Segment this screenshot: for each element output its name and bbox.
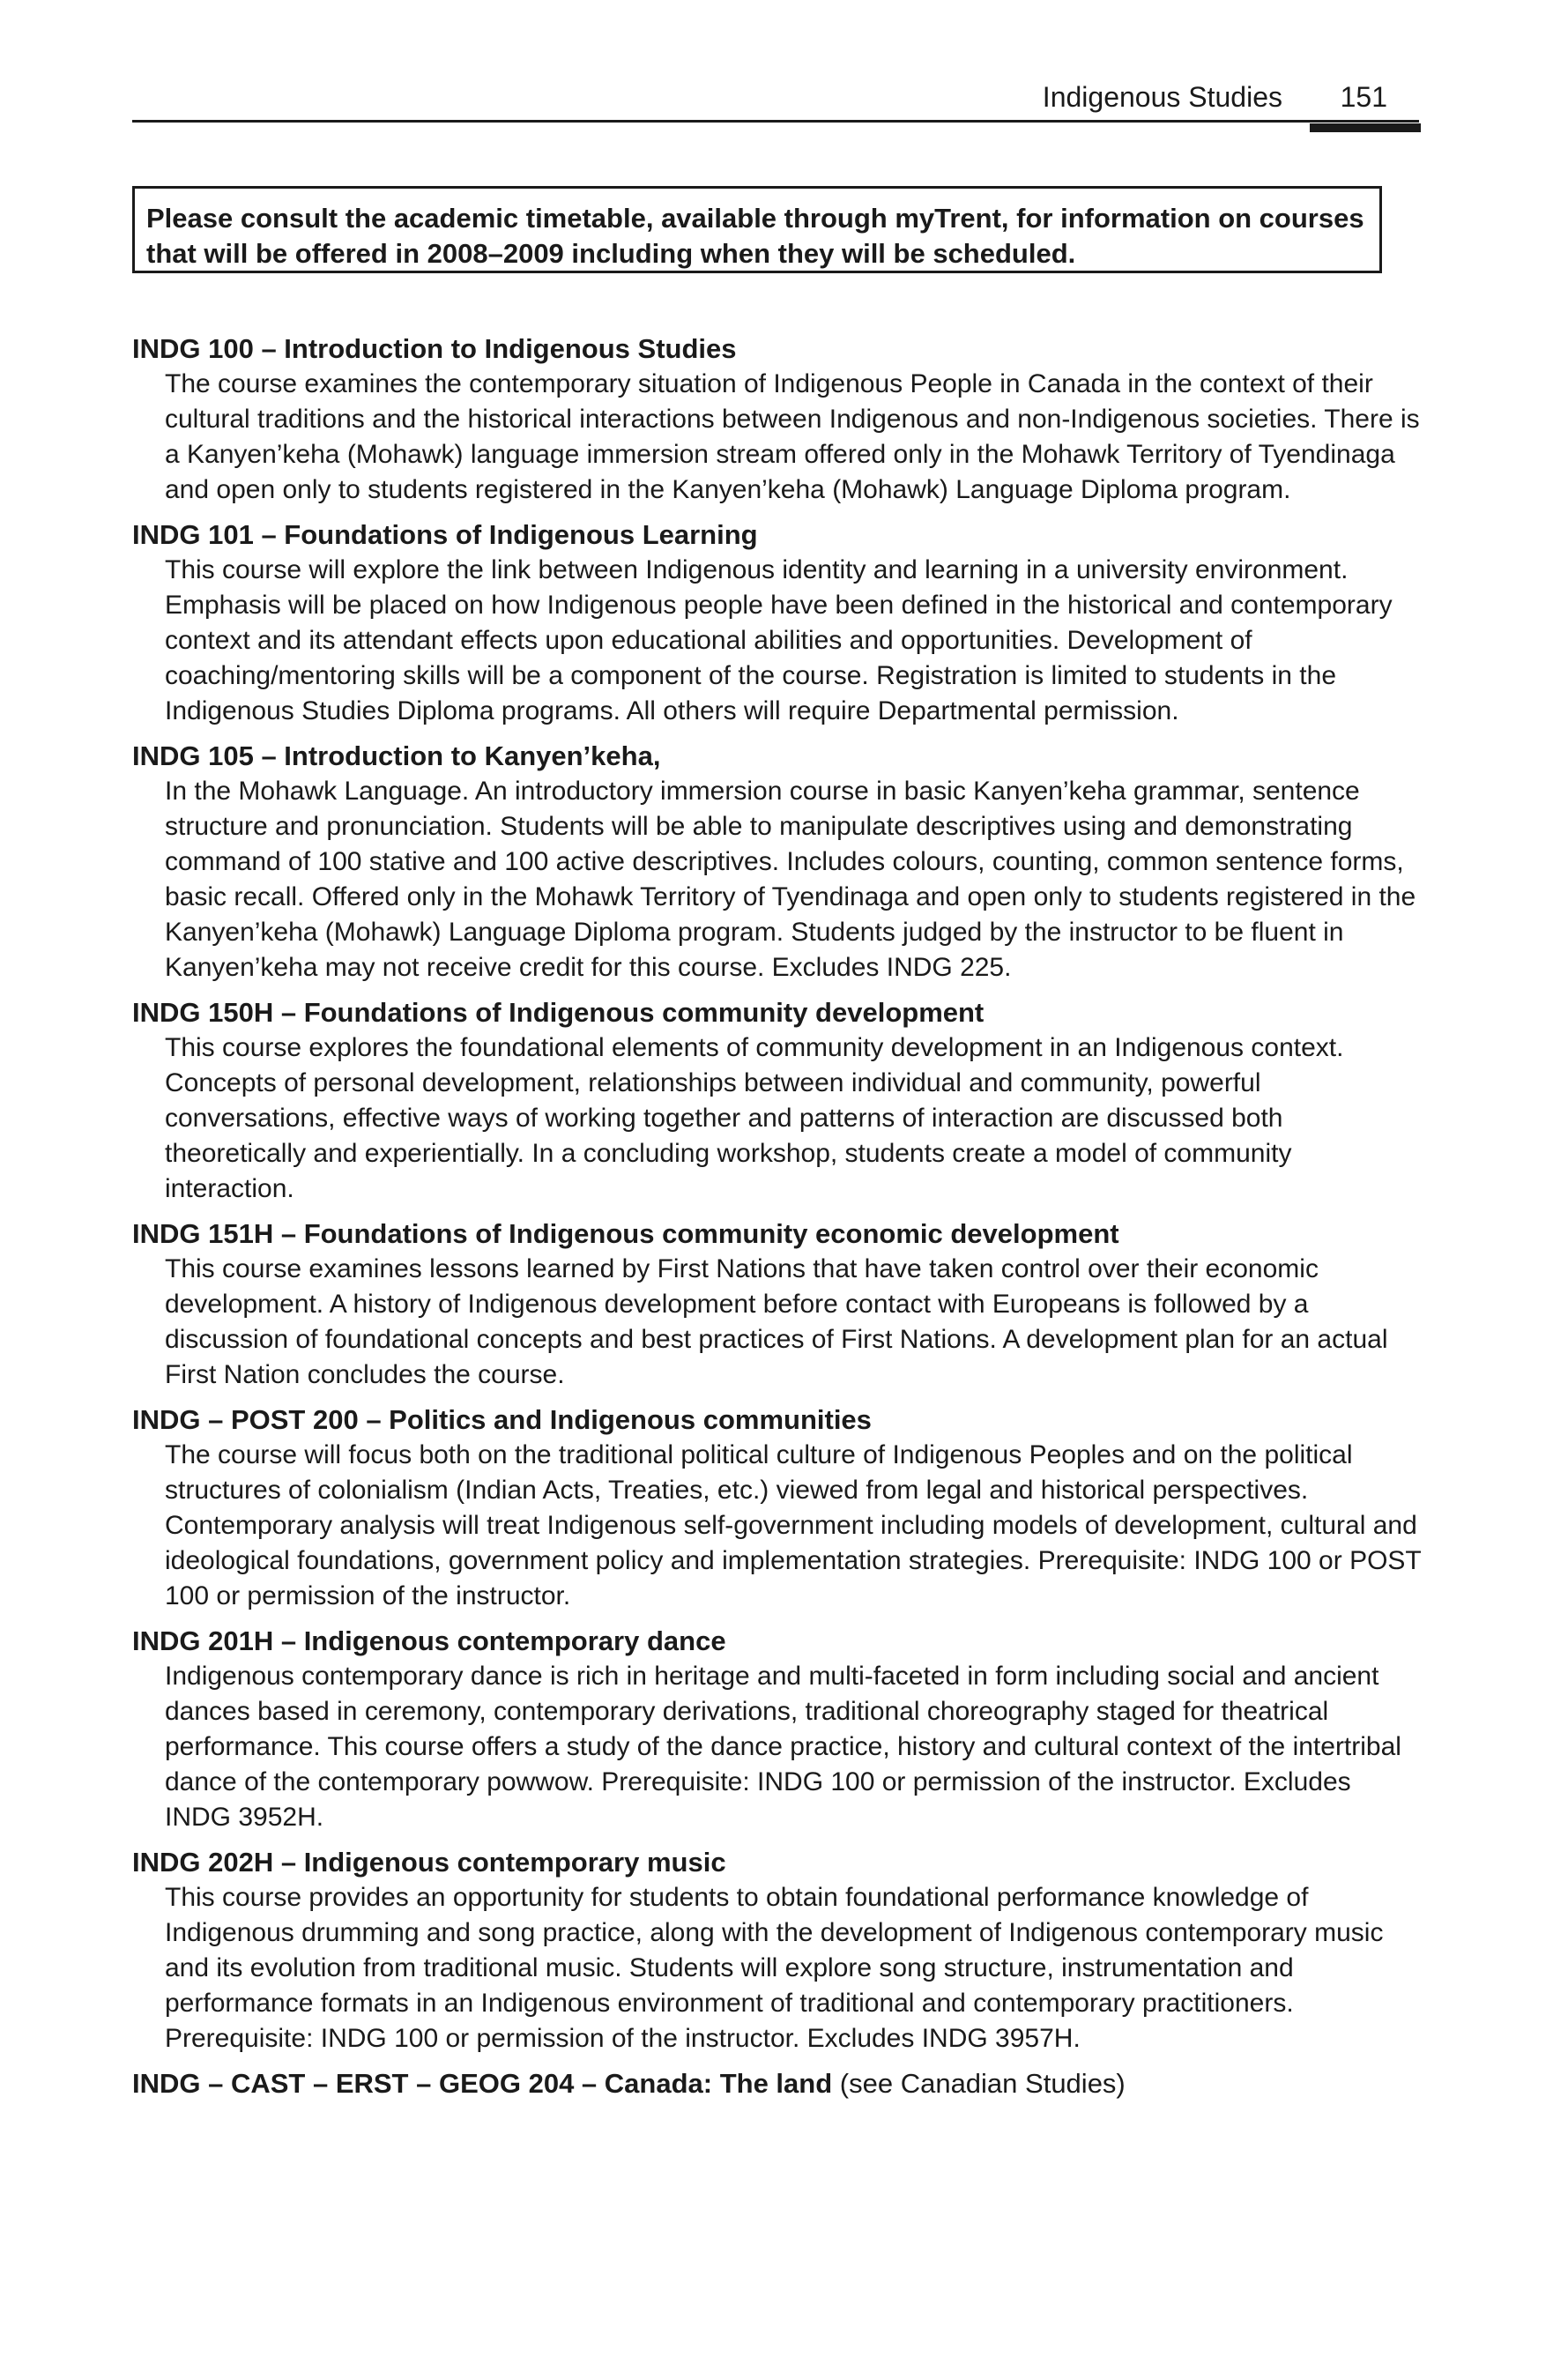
course-description: This course explores the foundational elements of community development in an Indigenous context. Concepts of personal development, relationships between individual and community, powerful conversations, effective ways of working together and patterns of interaction are discussed both theoretically and experientially. In a concluding workshop, students create a model of community interaction. xyxy=(165,1033,1344,1203)
see-also-reference: (see Canadian Studies) xyxy=(839,2068,1126,2099)
course-title-text: INDG – CAST – ERST – GEOG 204 – Canada: The land xyxy=(132,2068,833,2099)
course-description: The course examines the contemporary situation of Indigenous People in Canada in the context of their cultural traditions and the historical interactions between Indigenous and non-Indigenous societies. There is a Kanyen’keha (Mohawk) language immersion stream offered only in the Mohawk Territory of Tyendinaga and open only to students registered in the Kanyen’keha (Mohawk) Language Diploma program. xyxy=(165,369,1420,504)
course-title: INDG 105 – Introduction to Kanyen’keha, xyxy=(132,740,661,771)
course-entry xyxy=(132,1623,1423,1835)
course-title: INDG 201H – Indigenous contemporary dance xyxy=(132,1625,726,1656)
header-rule xyxy=(132,120,1419,123)
course-title: INDG 100 – Introduction to Indigenous Studies xyxy=(132,333,737,364)
timetable-notice-box: Please consult the academic timetable, available through myTrent, for information on courses that will be offered in 2008–2009 including when they will be scheduled. xyxy=(132,186,1382,273)
course-description: This course will explore the link between Indigenous identity and learning in a university environment. Emphasis will be placed on how Indigenous people have been defined in the historical and contemporary context and its attendant effects upon educational abilities and opportunities. Development of coaching/mentoring skills will be a component of the course. Registration is limited to students in the Indigenous Studies Diploma programs. All others will require Departmental permission. xyxy=(165,555,1393,725)
course-title: INDG 151H – Foundations of Indigenous community economic development xyxy=(132,1218,1119,1249)
course-entry xyxy=(132,1216,1423,1393)
course-title-cross-listed xyxy=(132,2065,1423,2101)
course-description: This course provides an opportunity for students to obtain foundational performance knowledge of Indigenous drumming and song practice, along with the development of Indigenous contemporary music and its evolution from traditional music. Students will explore song structure, instrumentation and performance formats in an Indigenous environment of traditional and contemporary practitioners. Prerequisite: INDG 100 or permission of the instructor. Excludes INDG 3957H. xyxy=(165,1883,1384,2053)
course-description: In the Mohawk Language. An introductory immersion course in basic Kanyen’keha grammar, sentence structure and pronunciation. Students will be able to manipulate descriptives using and demonstrating command of 100 stative and 100 active descriptives. Includes colours, counting, common sentence forms, basic recall. Offered only in the Mohawk Territory of Tyendinaga and open only to students registered in the Kanyen’keha (Mohawk) Language Diploma program. Students judged by the instructor to be fluent in Kanyen’keha may not receive credit for this course. Excludes INDG 225. xyxy=(165,777,1416,982)
course-title: INDG – POST 200 – Politics and Indigenous communities xyxy=(132,1404,872,1435)
course-entry xyxy=(132,2065,1423,2101)
course-entry xyxy=(132,1402,1423,1614)
course-title: INDG 101 – Foundations of Indigenous Learning xyxy=(132,519,758,550)
course-entry xyxy=(132,994,1423,1207)
course-title: INDG 150H – Foundations of Indigenous community development xyxy=(132,997,985,1028)
course-description: Indigenous contemporary dance is rich in heritage and multi-faceted in form including social and ancient dances based in ceremony, contemporary derivations, traditional choreography staged for theatrical performance. This course offers a study of the dance practice, history and cultural context of the intertribal dance of the contemporary powwow. Prerequisite: INDG 100 or permission of the instructor. Excludes INDG 3952H. xyxy=(165,1662,1401,1832)
course-entry xyxy=(132,1844,1423,2056)
course-description: The course will focus both on the traditional political culture of Indigenous Peoples and on the political structures of colonialism (Indian Acts, Treaties, etc.) viewed from legal and historical perspectives. Contemporary analysis will treat Indigenous self-government including models of development, cultural and ideological foundations, government policy and implementation strategies. Prerequisite: INDG 100 or POST 100 or permission of the instructor. xyxy=(165,1440,1422,1610)
course-entry xyxy=(132,517,1423,729)
course-title: INDG 202H – Indigenous contemporary music xyxy=(132,1847,726,1878)
page-number: 151 xyxy=(1340,81,1387,113)
course-description: This course examines lessons learned by First Nations that have taken control over their economic development. A history of Indigenous development before contact with Europeans is followed by a discussion of foundational concepts and best practices of First Nations. A development plan for an actual First Nation concludes the course. xyxy=(165,1254,1388,1389)
course-entry xyxy=(132,331,1423,508)
course-entry xyxy=(132,738,1423,985)
running-header-section: Indigenous Studies xyxy=(1042,81,1282,113)
page-header xyxy=(132,78,1419,122)
course-list xyxy=(132,331,1423,2110)
header-page-tab xyxy=(1310,123,1421,132)
